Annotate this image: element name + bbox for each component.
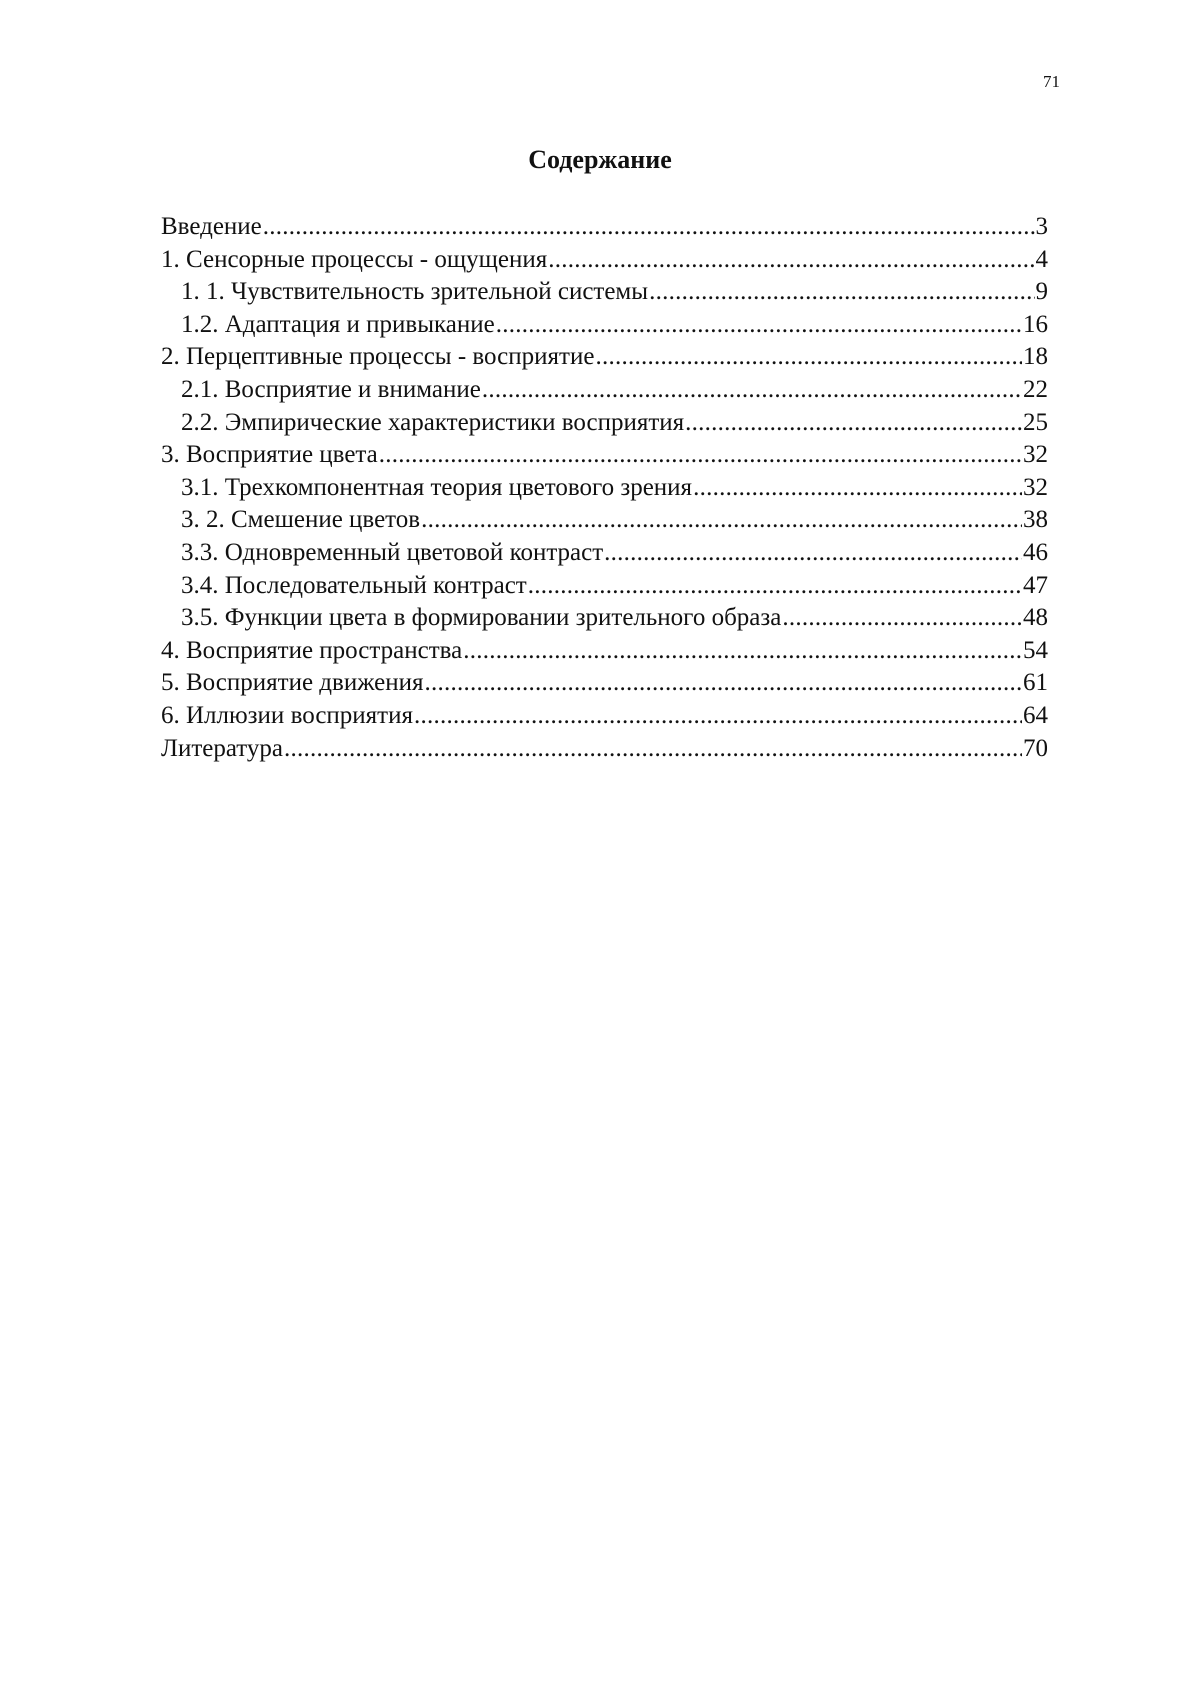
toc-entry — [161, 244, 1048, 277]
toc-dot-leader — [649, 276, 1034, 309]
toc-entry-title: 3. 2. Смешение цветов — [181, 506, 421, 534]
toc-entry-page: 32 — [1023, 441, 1048, 469]
toc-entry-page: 4 — [1035, 245, 1048, 273]
toc-entry-page: 25 — [1023, 408, 1048, 436]
toc-dot-leader — [528, 570, 1022, 603]
toc-entry-title: 4. Восприятие пространства — [161, 636, 463, 664]
toc-entry — [161, 602, 1048, 635]
page-number: 71 — [1043, 72, 1060, 91]
toc-entry-page: 22 — [1023, 375, 1048, 403]
toc-entry-title: 1.2. Адаптация и привыкание — [181, 310, 495, 338]
toc-entry-title: Литература — [161, 734, 283, 762]
toc-dot-leader — [379, 439, 1022, 472]
toc-entry-title: 2.2. Эмпирические характеристики восприятия — [181, 408, 685, 436]
toc-dot-leader — [548, 244, 1034, 277]
toc-dot-leader — [414, 700, 1022, 733]
toc-dot-leader — [463, 635, 1022, 668]
toc-dot-leader — [284, 733, 1022, 766]
toc-entry-title: 3. Восприятие цвета — [161, 441, 378, 469]
table-of-contents — [161, 211, 1048, 765]
toc-entry-title: 5. Восприятие движения — [161, 669, 424, 697]
toc-entry-title: 3.4. Последовательный контраст — [181, 571, 527, 599]
toc-entry-page: 18 — [1023, 343, 1048, 371]
toc-entry-page: 48 — [1023, 604, 1048, 632]
toc-entry-page: 32 — [1023, 473, 1048, 501]
toc-entry-page: 16 — [1023, 310, 1048, 338]
toc-entry-page: 3 — [1035, 213, 1048, 240]
toc-entry-title: 3.1. Трехкомпонентная теория цветового зрения — [181, 473, 693, 501]
toc-dot-leader — [685, 407, 1022, 440]
toc-entry-title: 2.1. Восприятие и внимание — [181, 375, 481, 403]
toc-entry-page: 61 — [1023, 669, 1048, 697]
toc-entry-page: 9 — [1035, 278, 1048, 306]
toc-entry — [161, 374, 1048, 407]
toc-dot-leader — [604, 537, 1022, 570]
toc-dot-leader — [482, 374, 1022, 407]
toc-entry — [161, 667, 1048, 700]
toc-entry — [161, 635, 1048, 668]
toc-entry-title: 1. Сенсорные процессы - ощущения — [161, 245, 548, 273]
toc-entry-title: 3.5. Функции цвета в формировании зрительного образа — [181, 604, 782, 632]
toc-heading: Содержание — [528, 145, 672, 174]
toc-entry — [161, 407, 1048, 440]
toc-entry-title: 3.3. Одновременный цветовой контраст — [181, 538, 604, 566]
toc-entry — [161, 309, 1048, 342]
toc-entry — [161, 504, 1048, 537]
toc-dot-leader — [421, 504, 1022, 537]
toc-entry — [161, 211, 1048, 244]
toc-entry — [161, 276, 1048, 309]
toc-entry-title: Введение — [161, 213, 262, 240]
toc-entry — [161, 570, 1048, 603]
toc-dot-leader — [425, 667, 1023, 700]
toc-entry-title: 6. Иллюзии восприятия — [161, 701, 413, 729]
toc-dot-leader — [693, 472, 1022, 505]
toc-entry-page: 38 — [1023, 506, 1048, 534]
toc-entry — [161, 537, 1048, 570]
toc-dot-leader — [595, 341, 1022, 374]
toc-dot-leader — [263, 211, 1035, 244]
toc-entry-page: 64 — [1023, 701, 1048, 729]
toc-entry-page: 70 — [1023, 734, 1048, 762]
toc-dot-leader — [496, 309, 1022, 342]
toc-entry-page: 47 — [1023, 571, 1048, 599]
toc-entry-title: 1. 1. Чувствительность зрительной системы — [181, 278, 649, 306]
toc-entry — [161, 341, 1048, 374]
toc-entry-page: 46 — [1023, 538, 1048, 566]
toc-entry-title: 2. Перцептивные процессы - восприятие — [161, 343, 595, 371]
toc-entry — [161, 733, 1048, 766]
toc-entry — [161, 472, 1048, 505]
toc-dot-leader — [782, 602, 1022, 635]
toc-entry — [161, 439, 1048, 472]
toc-entry-page: 54 — [1023, 636, 1048, 664]
toc-entry — [161, 700, 1048, 733]
